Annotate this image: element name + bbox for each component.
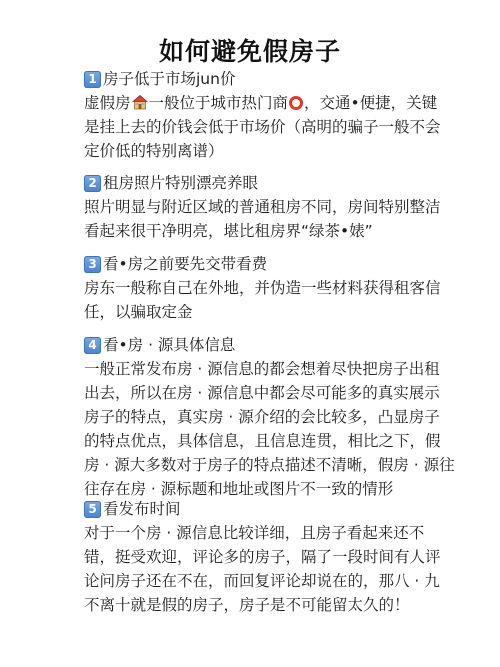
section-heading xyxy=(84,252,424,276)
body-line: 房 · 源大多数对于房子的特点描述不清晰，假房 · 源往 xyxy=(84,456,455,474)
body-line: 论问房子还在不在，而回复评论却说在的，那八 · 九 xyxy=(84,572,440,590)
section-heading xyxy=(84,171,424,195)
section-5 xyxy=(84,497,441,617)
body-text: 虚假房 xyxy=(84,94,131,112)
body-line: 照片明显与附近区域的普通租房不同，房间特别整洁 xyxy=(84,198,441,216)
heading-text: 看发布时间 xyxy=(103,500,181,518)
body-line: 房子的特点，真实房 · 源介绍的会比较多，凸显房子 xyxy=(84,408,440,426)
number-badge-icon: 4 xyxy=(84,337,101,354)
body-text: 一般位于城市热门商 xyxy=(148,94,289,112)
body-line: 房东一般称自己在外地，并伪造一些材料获得租客信 xyxy=(84,279,441,297)
section-4 xyxy=(84,333,455,501)
body-line: 不离十就是假的房子，房子是不可能留太久的！ xyxy=(84,596,410,614)
house-icon xyxy=(132,94,148,110)
body-text: ，交通•便捷，关键 xyxy=(304,94,438,112)
section-1 xyxy=(84,67,441,163)
heading-text: 看•房 · 源具体信息 xyxy=(103,336,236,354)
body-line: 的特点优点，具体信息，且信息连贯，相比之下，假 xyxy=(84,432,441,450)
number-badge-icon: 2 xyxy=(84,175,101,192)
heading-text: 房子低于市场jun价 xyxy=(103,70,236,88)
body-line: 出去，所以在房 · 源信息中都会尽可能多的真实展示 xyxy=(84,384,440,402)
section-2 xyxy=(84,171,441,243)
number-badge-icon: 3 xyxy=(84,256,101,273)
section-heading xyxy=(84,333,424,357)
body-line: 看起来很干净明亮，堪比租房界“绿茶•婊” xyxy=(84,222,373,240)
section-heading xyxy=(84,497,424,521)
body-line: 往存在房 · 源标题和地址或图片不一致的情形 xyxy=(84,480,394,498)
section-3 xyxy=(84,252,441,324)
heading-text: 租房照片特别漂亮养眼 xyxy=(103,174,259,192)
body-line: 定价低的特别离谱） xyxy=(84,142,224,160)
body-line: 错，挺受欢迎，评论多的房子，隔了一段时间有人评 xyxy=(84,548,441,566)
number-badge-icon: 5 xyxy=(84,501,101,518)
heading-text: 看•房之前要先交带看费 xyxy=(103,255,268,273)
number-badge-icon: 1 xyxy=(84,71,101,88)
section-heading xyxy=(84,67,424,91)
body-line: 一般正常发布房 · 源信息的都会想着尽快把房子出租 xyxy=(84,360,440,378)
body-line: 对于一个房 · 源信息比较详细，且房子看起来还不 xyxy=(84,524,425,542)
body-line: 是挂上去的价钱会低于市场价（高明的骗子一般不会 xyxy=(84,118,441,136)
page-title: 如何避免假房子 xyxy=(158,37,341,66)
body-line xyxy=(84,91,438,115)
body-line: 任，以骗取定金 xyxy=(84,303,193,321)
red-circle-icon xyxy=(289,96,303,110)
